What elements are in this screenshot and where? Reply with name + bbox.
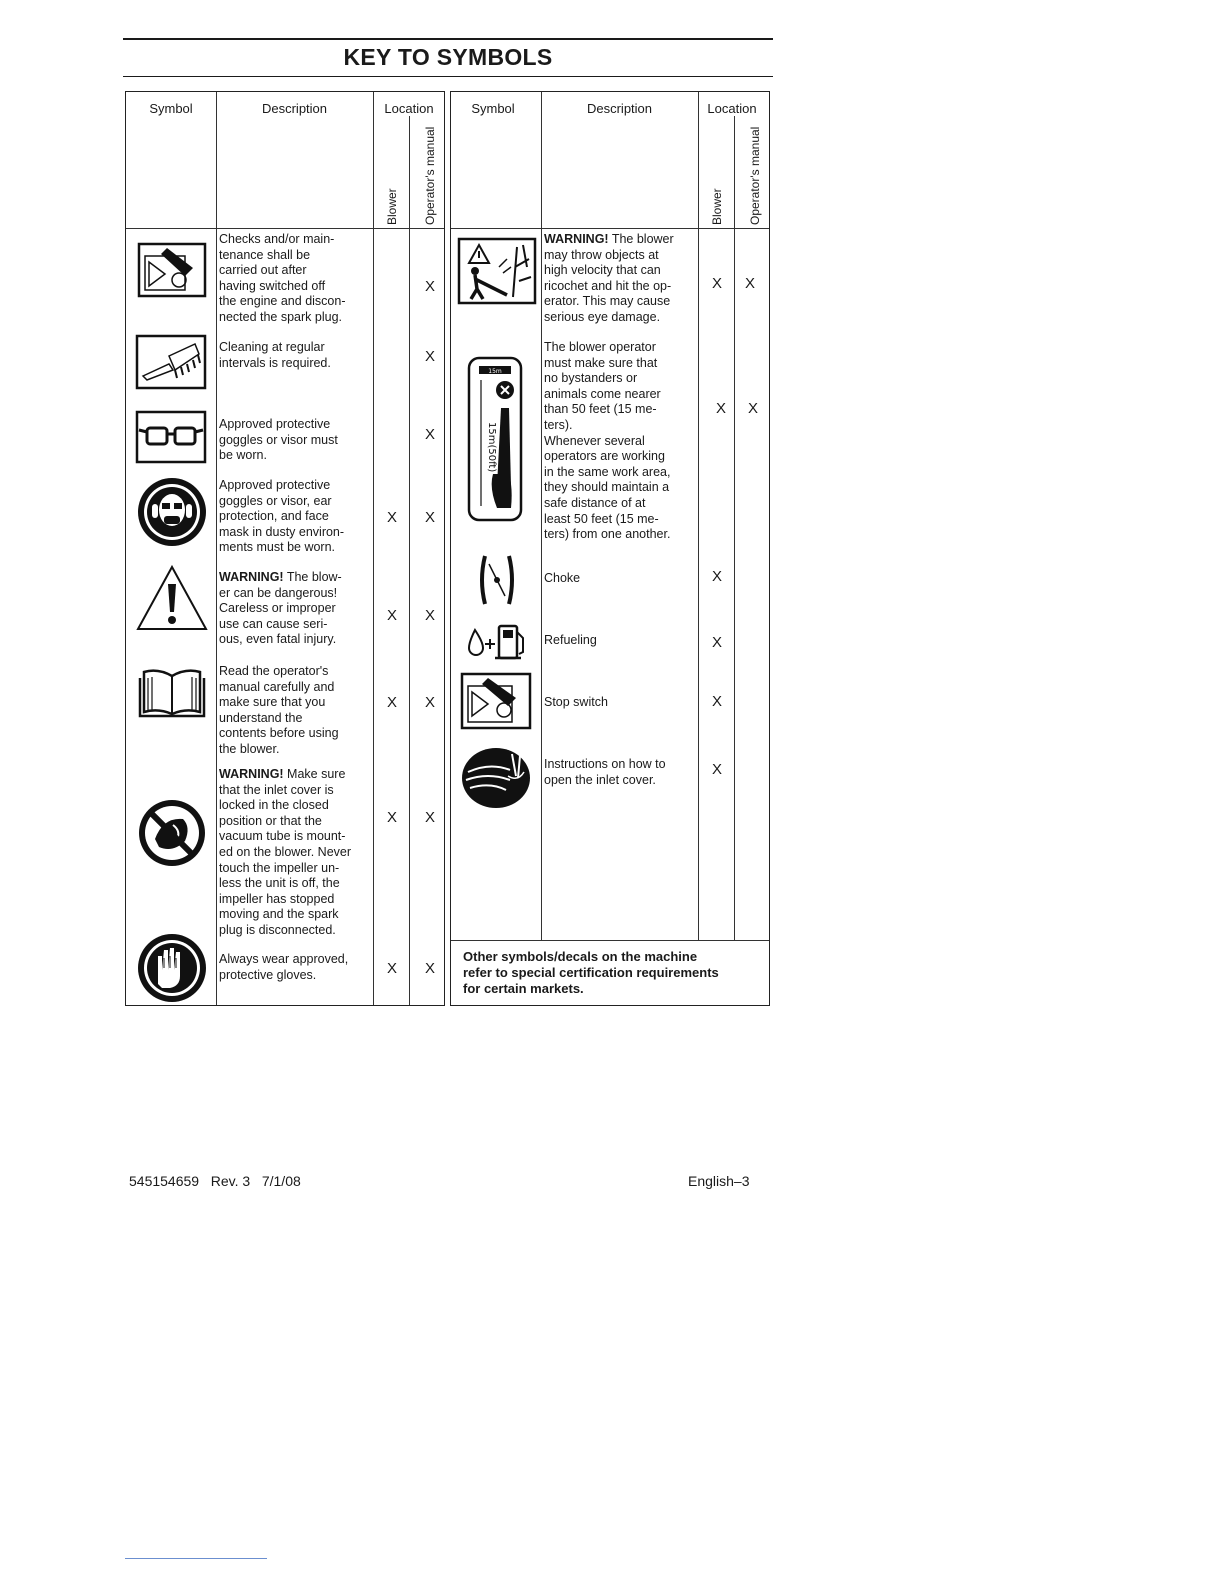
header-operators-manual: Operator's manual: [423, 126, 437, 225]
header-description: Description: [586, 101, 653, 116]
header-divider: [451, 228, 769, 229]
mark-blower: X: [715, 400, 726, 417]
mark-blower: X: [386, 607, 397, 624]
col-divider: [409, 116, 410, 1005]
bystander-distance-icon: [467, 356, 523, 522]
mark-manual: X: [424, 348, 435, 365]
header-divider: [126, 228, 444, 229]
mark-blower: X: [386, 960, 397, 977]
mark-manual: X: [424, 960, 435, 977]
gloves-icon: [136, 932, 208, 1004]
note-divider: [451, 940, 769, 941]
mark-manual: X: [424, 278, 435, 295]
refueling-icon: [465, 620, 527, 662]
maintenance-switch-icon: [137, 242, 207, 298]
col-divider: [541, 92, 542, 940]
mark-manual: X: [747, 400, 758, 417]
warning-triangle-icon: [136, 564, 208, 632]
bottom-divider: [125, 1558, 267, 1559]
header-location: Location: [707, 101, 757, 116]
mark-blower: X: [711, 693, 722, 710]
desc-row-1: WARNING! The blower may throw objects at high velocity that can ricochet and hit the op- erator. This may cause serious eye damage.: [544, 232, 674, 324]
mark-manual: X: [424, 426, 435, 443]
thrown-objects-icon: [457, 237, 537, 305]
brush-icon: [135, 334, 207, 390]
bystander-label-side: 15m(50ft): [486, 422, 497, 473]
desc-row-3: Approved protective goggles or visor must be worn.: [219, 417, 338, 463]
desc-row-5: WARNING! The blow- er can be dangerous! Careless or improper use can cause seri- ous, even fatal injury.: [219, 570, 342, 647]
desc-row-1: Checks and/or main- tenance shall be carried out after having switched off the engine and discon- nected the spark plug.: [219, 232, 346, 324]
mark-blower: X: [711, 761, 722, 778]
desc-row-2: Cleaning at regular intervals is required.: [219, 340, 331, 370]
bystander-label-top: 15m: [488, 368, 502, 375]
header-blower: Blower: [385, 188, 399, 225]
header-symbol: Symbol: [471, 101, 515, 116]
col-divider: [734, 116, 735, 940]
page-title: KEY TO SYMBOLS: [343, 44, 553, 70]
mark-manual: X: [744, 275, 755, 292]
mark-blower: X: [711, 275, 722, 292]
col-divider: [698, 92, 699, 940]
goggles-icon: [135, 410, 207, 464]
footer-page-label: English–3: [688, 1173, 750, 1189]
footer-doc-number: 545154659 Rev. 3 7/1/08: [129, 1173, 301, 1189]
desc-row-7: WARNING! Make sure that the inlet cover is locked in the closed position or that the vacuum tube is mount- ed on the blower. Never touch the impeller un- less the unit is off, the impeller has stopped moving and the spark plug is disconnected.: [219, 767, 352, 937]
mark-blower: X: [386, 694, 397, 711]
mark-blower: X: [711, 568, 722, 585]
desc-row-5: Stop switch: [544, 695, 608, 709]
header-location: Location: [384, 101, 434, 116]
certification-note: Other symbols/decals on the machine refer to special certification requirements for certain markets.: [463, 949, 719, 996]
header-description: Description: [261, 101, 328, 116]
desc-row-2: The blower operator must make sure that no bystanders or animals come nearer than 50 feet (15 me- ters). Whenever several operators are working in the same work area, they should maintain a safe distance of at least 50 feet (15 me- ters) from one another.: [544, 340, 671, 542]
desc-row-4: Refueling: [544, 633, 597, 647]
left-symbol-table: [125, 91, 445, 1006]
stop-switch-icon: [460, 672, 532, 730]
header-symbol: Symbol: [149, 101, 193, 116]
face-protection-icon: [136, 476, 208, 548]
mark-blower: X: [711, 634, 722, 651]
header-blower: Blower: [710, 188, 724, 225]
desc-row-4: Approved protective goggles or visor, ear protection, and face mask in dusty environ- ments must be worn.: [219, 478, 345, 555]
desc-row-6: Instructions on how to open the inlet cover.: [544, 757, 666, 787]
mark-manual: X: [424, 607, 435, 624]
title-rule-bottom: [123, 76, 773, 77]
mark-manual: X: [424, 694, 435, 711]
inlet-cover-icon: [460, 746, 532, 810]
choke-icon: [477, 552, 517, 608]
header-operators-manual: Operator's manual: [748, 126, 762, 225]
right-symbol-table: [450, 91, 770, 1006]
mark-manual: X: [424, 509, 435, 526]
mark-blower: X: [386, 509, 397, 526]
no-touch-impeller-icon: [137, 795, 207, 871]
mark-manual: X: [424, 809, 435, 826]
desc-row-3: Choke: [544, 571, 581, 585]
open-book-icon: [136, 666, 208, 722]
desc-row-8: Always wear approved, protective gloves.: [219, 952, 349, 982]
title-rule-top: [123, 38, 773, 40]
desc-row-6: Read the operator's manual carefully and make sure that you understand the contents before using the blower.: [219, 664, 339, 756]
mark-blower: X: [386, 809, 397, 826]
